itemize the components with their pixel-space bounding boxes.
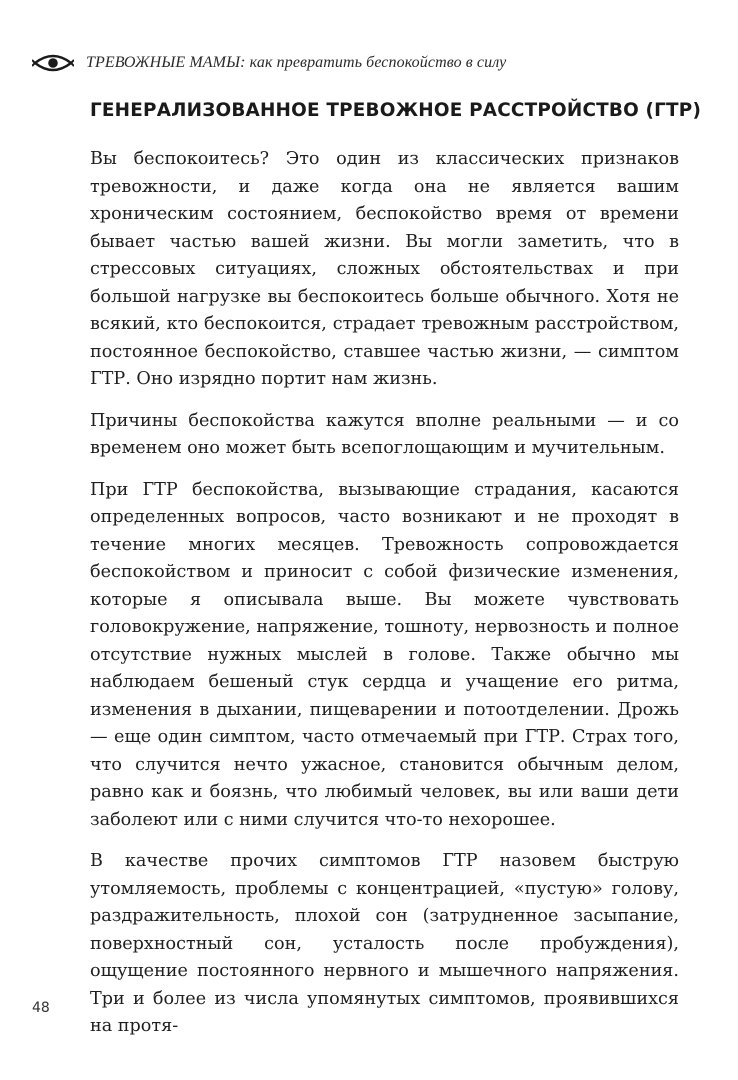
body-text xyxy=(90,146,679,1055)
paragraph: Вы беспокоитесь? Это один из классических признаков тревожности, и даже когда она не является вашим хроническим состоянием, беспокойство время от времени бывает частью вашей жизни. Вы могли заметить, что в стрессовых ситуациях, сложных обстоятельствах и при большой нагрузке вы беспокоитесь больше обычного. Хотя не всякий, кто беспокоится, страдает тревожным расстройством, постоянное беспокойство, ставшее частью жизни, — симптом ГТР. Оно изрядно портит нам жизнь. xyxy=(90,149,679,389)
paragraph: Причины беспокойства кажутся вполне реальными — и со временем оно может быть всепоглощающим и мучительным. xyxy=(90,410,679,458)
running-header xyxy=(32,48,712,78)
paragraph: При ГТР беспокойства, вызывающие страдания, касаются определенных вопросов, часто возникают и не проходят в течение многих месяцев. Тревожность сопровождается беспокойством и приносит с собой физические изменения, которые я описывала выше. Вы можете чувствовать головокружение, напряжение, тошноту, нервозность и полное отсутствие нужных мыслей в голове. Также обычно мы наблюдаем бешеный стук сердца и учащение его ритма, изменения в дыхании, пищеварении и потоотделении. Дрожь — еще один симптом, часто отмечаемый при ГТР. Страх того, что случится нечто ужасное, становится обычным делом, равно как и боязнь, что любимый человек, вы или ваши дети заболеют или с ними случится что-то нехорошее. xyxy=(90,479,679,830)
eye-icon xyxy=(32,51,74,75)
section-title: ГЕНЕРАЛИЗОВАННОЕ ТРЕВОЖНОЕ РАССТРОЙСТВО (ГТР) xyxy=(90,100,702,121)
running-title: ТРЕВОЖНЫЕ МАМЫ: как превратить беспокойство в силу xyxy=(86,54,507,71)
paragraph: В качестве прочих симптомов ГТР назовем быструю утомляемость, проблемы с концентрацией, «пустую» голову, раздражительность, плохой сон (затрудненное засыпание, поверхностный сон, усталость после пробуждения), ощущение постоянного нервного и мышечного напряжения. Три и более из числа упомянутых симптомов, проявившихся на протя- xyxy=(90,851,679,1036)
page-number: 48 xyxy=(32,1000,50,1016)
